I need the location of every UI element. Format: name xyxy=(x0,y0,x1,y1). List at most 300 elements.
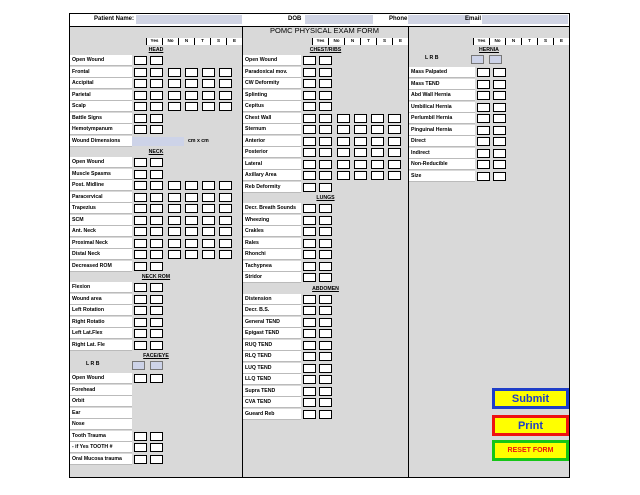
abdomen-item-label: CVA TEND xyxy=(243,397,301,408)
abdomen-item-label: Decr. B.S. xyxy=(243,305,301,316)
face-lrb-label: L R B xyxy=(86,361,100,367)
neck-ntse-checkbox[interactable] xyxy=(202,216,215,225)
head-ntse-checkbox[interactable] xyxy=(185,68,198,77)
chest-yes-checkbox[interactable] xyxy=(303,68,316,77)
hernia-item-label: Indirect xyxy=(409,148,475,159)
chest-item-label: CW Deformity xyxy=(243,78,301,89)
abdomen-no-checkbox[interactable] xyxy=(319,318,332,327)
abdomen-no-checkbox[interactable] xyxy=(319,341,332,350)
face-yes-checkbox[interactable] xyxy=(134,455,147,464)
neck_rom-no-checkbox[interactable] xyxy=(150,306,163,315)
chest-ntse-checkbox[interactable] xyxy=(371,114,384,123)
col-header-n: N xyxy=(505,38,521,45)
neck-ntse-checkbox[interactable] xyxy=(202,181,215,190)
col-header-t: T xyxy=(360,38,376,45)
chest-no-checkbox[interactable] xyxy=(319,68,332,77)
chest-ntse-checkbox[interactable] xyxy=(354,114,367,123)
abdomen-item-label: Gueard Reb xyxy=(243,409,301,420)
abdomen-item-label: RUQ TEND xyxy=(243,340,301,351)
neck-ntse-checkbox[interactable] xyxy=(219,239,232,248)
chest-no-checkbox[interactable] xyxy=(319,171,332,180)
chest-yes-checkbox[interactable] xyxy=(303,79,316,88)
hernia-yes-checkbox[interactable] xyxy=(477,160,490,169)
col-header-yes: Yes xyxy=(312,38,328,45)
chest-ntse-checkbox[interactable] xyxy=(388,148,401,157)
lungs-item-label: Tachypnea xyxy=(243,261,301,272)
lungs-item-label: Wheezing xyxy=(243,215,301,226)
lungs-no-checkbox[interactable] xyxy=(319,227,332,236)
chest-no-checkbox[interactable] xyxy=(319,125,332,134)
neck-item-label: Open Wound xyxy=(70,157,132,168)
chest-no-checkbox[interactable] xyxy=(319,160,332,169)
face-item-label: Open Wound xyxy=(70,373,132,384)
abdomen-item-label: LLQ TEND xyxy=(243,374,301,385)
neck-ntse-checkbox[interactable] xyxy=(168,227,181,236)
neck_rom-no-checkbox[interactable] xyxy=(150,341,163,350)
hernia-lrb-yes[interactable] xyxy=(471,55,484,64)
email-field[interactable] xyxy=(482,15,568,24)
chest-yes-checkbox[interactable] xyxy=(303,102,316,111)
head-ntse-checkbox[interactable] xyxy=(168,91,181,100)
chest-yes-checkbox[interactable] xyxy=(303,56,316,65)
chest-yes-checkbox[interactable] xyxy=(303,148,316,157)
abdomen-no-checkbox[interactable] xyxy=(319,306,332,315)
neck-ntse-checkbox[interactable] xyxy=(202,204,215,213)
lungs-item-label: Rales xyxy=(243,238,301,249)
face-item-label: Ear xyxy=(70,408,132,419)
head-ntse-checkbox[interactable] xyxy=(202,102,215,111)
head-no-checkbox[interactable] xyxy=(150,68,163,77)
neck-yes-checkbox[interactable] xyxy=(134,239,147,248)
face-yes-checkbox[interactable] xyxy=(134,443,147,452)
head-ntse-checkbox[interactable] xyxy=(202,79,215,88)
head-yes-checkbox[interactable] xyxy=(134,79,147,88)
chest-ntse-checkbox[interactable] xyxy=(354,125,367,134)
neck-ntse-checkbox[interactable] xyxy=(202,250,215,259)
neck_rom-yes-checkbox[interactable] xyxy=(134,283,147,292)
exam-form xyxy=(69,13,570,478)
chest-no-checkbox[interactable] xyxy=(319,102,332,111)
hernia-yes-checkbox[interactable] xyxy=(477,149,490,158)
neck-no-checkbox[interactable] xyxy=(150,216,163,225)
hernia-no-checkbox[interactable] xyxy=(493,103,506,112)
col-header-s: S xyxy=(376,38,392,45)
neck_rom-yes-checkbox[interactable] xyxy=(134,329,147,338)
abdomen-yes-checkbox[interactable] xyxy=(303,410,316,419)
head-title: HEAD xyxy=(148,47,164,53)
neck-ntse-checkbox[interactable] xyxy=(185,216,198,225)
col-header-no: No xyxy=(162,38,178,45)
neck-yes-checkbox[interactable] xyxy=(134,216,147,225)
head-yes-checkbox[interactable] xyxy=(134,114,147,123)
chest-yes-checkbox[interactable] xyxy=(303,160,316,169)
chest-ntse-checkbox[interactable] xyxy=(371,148,384,157)
hernia-yes-checkbox[interactable] xyxy=(477,91,490,100)
neck-item-label: Trapezius xyxy=(70,203,132,214)
face-item-label: Oral Mucosa trauma xyxy=(70,454,132,465)
abdomen-yes-checkbox[interactable] xyxy=(303,375,316,384)
lungs-title: LUNGS xyxy=(316,195,335,201)
neck-yes-checkbox[interactable] xyxy=(134,227,147,236)
head-ntse-checkbox[interactable] xyxy=(219,102,232,111)
chest-ntse-checkbox[interactable] xyxy=(371,160,384,169)
col-header-s: S xyxy=(210,38,226,45)
dob-label: DOB xyxy=(288,16,302,22)
abdomen-title: ABDOMEN xyxy=(312,285,339,292)
lungs-yes-checkbox[interactable] xyxy=(303,239,316,248)
abdomen-no-checkbox[interactable] xyxy=(319,410,332,419)
face-yes-checkbox[interactable] xyxy=(134,374,147,383)
chest-item-label: Paradoxical mov. xyxy=(243,67,301,78)
abdomen-yes-checkbox[interactable] xyxy=(303,398,316,407)
neck_rom-yes-checkbox[interactable] xyxy=(134,306,147,315)
neck_rom-yes-checkbox[interactable] xyxy=(134,295,147,304)
head-no-checkbox[interactable] xyxy=(150,114,163,123)
hernia-yes-checkbox[interactable] xyxy=(477,80,490,89)
lungs-no-checkbox[interactable] xyxy=(319,239,332,248)
abdomen-item-label: Epigast TEND xyxy=(243,328,301,339)
chest-ntse-checkbox[interactable] xyxy=(388,160,401,169)
head-item-label: Wound Dimensions xyxy=(70,136,132,147)
neck-ntse-checkbox[interactable] xyxy=(185,204,198,213)
neck_rom-no-checkbox[interactable] xyxy=(150,283,163,292)
chest-no-checkbox[interactable] xyxy=(319,91,332,100)
hernia-yes-checkbox[interactable] xyxy=(477,137,490,146)
head-ntse-checkbox[interactable] xyxy=(168,79,181,88)
chest-ntse-checkbox[interactable] xyxy=(388,114,401,123)
neck-no-checkbox[interactable] xyxy=(150,170,163,179)
lungs-no-checkbox[interactable] xyxy=(319,250,332,259)
head-yes-checkbox[interactable] xyxy=(134,102,147,111)
neck-ntse-checkbox[interactable] xyxy=(219,181,232,190)
chest-ntse-checkbox[interactable] xyxy=(354,160,367,169)
mid-col-headers xyxy=(312,38,408,45)
neck_rom-yes-checkbox[interactable] xyxy=(134,318,147,327)
head-ntse-checkbox[interactable] xyxy=(185,79,198,88)
chest-no-checkbox[interactable] xyxy=(319,56,332,65)
head-ntse-checkbox[interactable] xyxy=(219,91,232,100)
hernia-title: HERNIA xyxy=(479,47,499,53)
col-header-t: T xyxy=(521,38,537,45)
hernia-no-checkbox[interactable] xyxy=(493,80,506,89)
chest-ntse-checkbox[interactable] xyxy=(388,171,401,180)
head-ntse-checkbox[interactable] xyxy=(168,68,181,77)
hernia-item-label: Non-Reducible xyxy=(409,159,475,170)
face-item-label: - if Yes TOOTH # xyxy=(70,442,132,453)
neck-item-label: Muscle Spasms xyxy=(70,169,132,180)
hernia-no-checkbox[interactable] xyxy=(493,160,506,169)
neck_rom-yes-checkbox[interactable] xyxy=(134,341,147,350)
abdomen-yes-checkbox[interactable] xyxy=(303,387,316,396)
neck-ntse-checkbox[interactable] xyxy=(185,250,198,259)
chest-ntse-checkbox[interactable] xyxy=(337,114,350,123)
abdomen-yes-checkbox[interactable] xyxy=(303,318,316,327)
neck-no-checkbox[interactable] xyxy=(150,250,163,259)
face-lrb-yes[interactable] xyxy=(132,361,145,370)
abdomen-no-checkbox[interactable] xyxy=(319,329,332,338)
hernia-no-checkbox[interactable] xyxy=(493,68,506,77)
print-button[interactable]: Print xyxy=(492,415,569,436)
head-ntse-checkbox[interactable] xyxy=(219,79,232,88)
submit-button[interactable]: Submit xyxy=(492,388,569,409)
abdomen-no-checkbox[interactable] xyxy=(319,375,332,384)
abdomen-no-checkbox[interactable] xyxy=(319,387,332,396)
neck_rom-no-checkbox[interactable] xyxy=(150,329,163,338)
neck-no-checkbox[interactable] xyxy=(150,181,163,190)
neck-ntse-checkbox[interactable] xyxy=(185,193,198,202)
neck-ntse-checkbox[interactable] xyxy=(168,216,181,225)
head-no-checkbox[interactable] xyxy=(150,56,163,65)
col-header-s: S xyxy=(537,38,553,45)
chest-yes-checkbox[interactable] xyxy=(303,91,316,100)
chest-ntse-checkbox[interactable] xyxy=(354,148,367,157)
lungs-no-checkbox[interactable] xyxy=(319,204,332,213)
neck_rom-item-label: Flexion xyxy=(70,282,132,293)
lungs-no-checkbox[interactable] xyxy=(319,273,332,282)
face-item-label: Tooth Trauma xyxy=(70,431,132,442)
neck-ntse-checkbox[interactable] xyxy=(185,239,198,248)
neck-ntse-checkbox[interactable] xyxy=(185,227,198,236)
col-header-no: No xyxy=(328,38,344,45)
hernia-yes-checkbox[interactable] xyxy=(477,172,490,181)
neck_rom-item-label: Wound area xyxy=(70,294,132,305)
neck-no-checkbox[interactable] xyxy=(150,158,163,167)
chest-ntse-checkbox[interactable] xyxy=(337,137,350,146)
neck_rom-title: NECK ROM xyxy=(141,274,171,280)
neck-item-label: Paracervical xyxy=(70,192,132,203)
reset-form-button[interactable]: RESET FORM xyxy=(492,440,569,461)
hernia-item-label: Abd Wall Hernia xyxy=(409,90,475,101)
chest-ntse-checkbox[interactable] xyxy=(354,171,367,180)
patient-name-field[interactable] xyxy=(136,15,242,24)
chest-item-label: Sternum xyxy=(243,124,301,135)
head-yes-checkbox[interactable] xyxy=(134,91,147,100)
face-no-checkbox[interactable] xyxy=(150,432,163,441)
neck-ntse-checkbox[interactable] xyxy=(168,193,181,202)
head-ntse-checkbox[interactable] xyxy=(185,102,198,111)
hernia-no-checkbox[interactable] xyxy=(493,172,506,181)
patient-name-label: Patient Name: xyxy=(94,16,135,22)
neck-yes-checkbox[interactable] xyxy=(134,262,147,271)
abdomen-yes-checkbox[interactable] xyxy=(303,329,316,338)
lungs-no-checkbox[interactable] xyxy=(319,216,332,225)
abdomen-yes-checkbox[interactable] xyxy=(303,295,316,304)
chest-no-checkbox[interactable] xyxy=(319,183,332,192)
lungs-yes-checkbox[interactable] xyxy=(303,227,316,236)
chest-no-checkbox[interactable] xyxy=(319,79,332,88)
neck_rom-item-label: Left Lat.Flex xyxy=(70,328,132,339)
neck-no-checkbox[interactable] xyxy=(150,262,163,271)
chest-no-checkbox[interactable] xyxy=(319,148,332,157)
chest-item-label: Reb Deformity xyxy=(243,182,301,193)
chest-ntse-checkbox[interactable] xyxy=(337,171,350,180)
abdomen-yes-checkbox[interactable] xyxy=(303,364,316,373)
left-col-headers xyxy=(146,38,242,45)
neck-ntse-checkbox[interactable] xyxy=(219,227,232,236)
col-header-t: T xyxy=(194,38,210,45)
neck-ntse-checkbox[interactable] xyxy=(202,239,215,248)
hernia-yes-checkbox[interactable] xyxy=(477,114,490,123)
neck-yes-checkbox[interactable] xyxy=(134,204,147,213)
wound-dimension-input[interactable] xyxy=(132,137,184,146)
head-item-label: Scalp xyxy=(70,101,132,112)
hernia-yes-checkbox[interactable] xyxy=(477,68,490,77)
lungs-yes-checkbox[interactable] xyxy=(303,273,316,282)
neck-ntse-checkbox[interactable] xyxy=(202,193,215,202)
abdomen-yes-checkbox[interactable] xyxy=(303,341,316,350)
face-no-checkbox[interactable] xyxy=(150,443,163,452)
face-no-checkbox[interactable] xyxy=(150,374,163,383)
chest-ntse-checkbox[interactable] xyxy=(371,137,384,146)
abdomen-no-checkbox[interactable] xyxy=(319,352,332,361)
head-ntse-checkbox[interactable] xyxy=(168,102,181,111)
neck-ntse-checkbox[interactable] xyxy=(168,250,181,259)
neck_rom-item-label: Left Rotation xyxy=(70,305,132,316)
neck_rom-no-checkbox[interactable] xyxy=(150,295,163,304)
chest-yes-checkbox[interactable] xyxy=(303,137,316,146)
hernia-lrb-label: L R B xyxy=(425,55,439,61)
head-ntse-checkbox[interactable] xyxy=(202,91,215,100)
head-no-checkbox[interactable] xyxy=(150,125,163,134)
lungs-item-label: Rhonchi xyxy=(243,249,301,260)
head-yes-checkbox[interactable] xyxy=(134,68,147,77)
neck-yes-checkbox[interactable] xyxy=(134,250,147,259)
chest-yes-checkbox[interactable] xyxy=(303,114,316,123)
abdomen-no-checkbox[interactable] xyxy=(319,364,332,373)
head-ntse-checkbox[interactable] xyxy=(219,68,232,77)
neck-no-checkbox[interactable] xyxy=(150,239,163,248)
chest-item-label: Posterior xyxy=(243,147,301,158)
abdomen-yes-checkbox[interactable] xyxy=(303,306,316,315)
neck-yes-checkbox[interactable] xyxy=(134,193,147,202)
chest-item-label: Chest Wall xyxy=(243,113,301,124)
head-item-label: Open Wound xyxy=(70,55,132,66)
hernia-no-checkbox[interactable] xyxy=(493,137,506,146)
neck-no-checkbox[interactable] xyxy=(150,193,163,202)
col-header-e: E xyxy=(553,38,569,45)
abdomen-no-checkbox[interactable] xyxy=(319,398,332,407)
lungs-yes-checkbox[interactable] xyxy=(303,250,316,259)
neck-item-label: Ant. Neck xyxy=(70,226,132,237)
col-header-e: E xyxy=(392,38,408,45)
neck-ntse-checkbox[interactable] xyxy=(168,239,181,248)
face-yes-checkbox[interactable] xyxy=(134,432,147,441)
hernia-no-checkbox[interactable] xyxy=(493,149,506,158)
abdomen-item-label: Supra TEND xyxy=(243,386,301,397)
chest-ntse-checkbox[interactable] xyxy=(371,125,384,134)
lungs-item-label: Stridor xyxy=(243,272,301,283)
chest-ntse-checkbox[interactable] xyxy=(337,148,350,157)
head-no-checkbox[interactable] xyxy=(150,102,163,111)
neck-ntse-checkbox[interactable] xyxy=(185,181,198,190)
chest-ntse-checkbox[interactable] xyxy=(337,125,350,134)
head-yes-checkbox[interactable] xyxy=(134,125,147,134)
face-lrb-no[interactable] xyxy=(150,361,163,370)
neck-yes-checkbox[interactable] xyxy=(134,158,147,167)
neck-item-label: SCM xyxy=(70,215,132,226)
neck-item-label: Decreased ROM xyxy=(70,261,132,272)
col-header-n: N xyxy=(344,38,360,45)
col-header-n: N xyxy=(178,38,194,45)
neck-item-label: Post. Midline xyxy=(70,180,132,191)
face-item-label: Nose xyxy=(70,419,132,430)
neck-ntse-checkbox[interactable] xyxy=(202,227,215,236)
chest-no-checkbox[interactable] xyxy=(319,137,332,146)
head-item-label: Battle Signs xyxy=(70,113,132,124)
face-no-checkbox[interactable] xyxy=(150,455,163,464)
chest-yes-checkbox[interactable] xyxy=(303,125,316,134)
hernia-no-checkbox[interactable] xyxy=(493,91,506,100)
chest-item-label: Open Wound xyxy=(243,55,301,66)
neck_rom-item-label: Right Lat. Fle xyxy=(70,340,132,351)
hernia-item-label: Umbilical Hernia xyxy=(409,102,475,113)
lungs-yes-checkbox[interactable] xyxy=(303,262,316,271)
right-col-headers xyxy=(473,38,569,45)
neck-no-checkbox[interactable] xyxy=(150,227,163,236)
abdomen-yes-checkbox[interactable] xyxy=(303,352,316,361)
neck-ntse-checkbox[interactable] xyxy=(219,216,232,225)
head-no-checkbox[interactable] xyxy=(150,91,163,100)
neck_rom-no-checkbox[interactable] xyxy=(150,318,163,327)
neck-ntse-checkbox[interactable] xyxy=(219,204,232,213)
face-item-label: Forehead xyxy=(70,385,132,396)
chest-yes-checkbox[interactable] xyxy=(303,171,316,180)
chest-title: CHEST/RIBS xyxy=(309,47,342,53)
head-yes-checkbox[interactable] xyxy=(134,56,147,65)
dimension-unit: cm x cm xyxy=(188,137,209,144)
head-no-checkbox[interactable] xyxy=(150,79,163,88)
chest-ntse-checkbox[interactable] xyxy=(371,171,384,180)
neck-yes-checkbox[interactable] xyxy=(134,170,147,179)
chest-ntse-checkbox[interactable] xyxy=(337,160,350,169)
lungs-yes-checkbox[interactable] xyxy=(303,216,316,225)
chest-ntse-checkbox[interactable] xyxy=(388,137,401,146)
neck-yes-checkbox[interactable] xyxy=(134,181,147,190)
neck-ntse-checkbox[interactable] xyxy=(219,193,232,202)
neck-ntse-checkbox[interactable] xyxy=(219,250,232,259)
lungs-yes-checkbox[interactable] xyxy=(303,204,316,213)
abdomen-item-label: General TEND xyxy=(243,317,301,328)
hernia-yes-checkbox[interactable] xyxy=(477,103,490,112)
chest-no-checkbox[interactable] xyxy=(319,114,332,123)
face-title: FACE/EYE xyxy=(143,353,169,359)
hernia-lrb-no[interactable] xyxy=(489,55,502,64)
neck-ntse-checkbox[interactable] xyxy=(168,204,181,213)
chest-ntse-checkbox[interactable] xyxy=(388,125,401,134)
head-item-label: Accipital xyxy=(70,78,132,89)
hernia-yes-checkbox[interactable] xyxy=(477,126,490,135)
chest-item-label: Axillary Area xyxy=(243,170,301,181)
hernia-no-checkbox[interactable] xyxy=(493,114,506,123)
phone-field[interactable] xyxy=(408,15,470,24)
neck-no-checkbox[interactable] xyxy=(150,204,163,213)
email-label: Email xyxy=(465,16,482,22)
lungs-no-checkbox[interactable] xyxy=(319,262,332,271)
neck-title: NECK xyxy=(148,149,164,155)
neck-ntse-checkbox[interactable] xyxy=(168,181,181,190)
hernia-no-checkbox[interactable] xyxy=(493,126,506,135)
hernia-item-label: Size xyxy=(409,171,475,182)
abdomen-no-checkbox[interactable] xyxy=(319,295,332,304)
dob-field[interactable] xyxy=(305,15,373,24)
abdomen-item-label: Distension xyxy=(243,294,301,305)
head-ntse-checkbox[interactable] xyxy=(185,91,198,100)
col-header-no: No xyxy=(489,38,505,45)
chest-ntse-checkbox[interactable] xyxy=(354,137,367,146)
head-ntse-checkbox[interactable] xyxy=(202,68,215,77)
chest-yes-checkbox[interactable] xyxy=(303,183,316,192)
chest-item-label: Lateral xyxy=(243,159,301,170)
